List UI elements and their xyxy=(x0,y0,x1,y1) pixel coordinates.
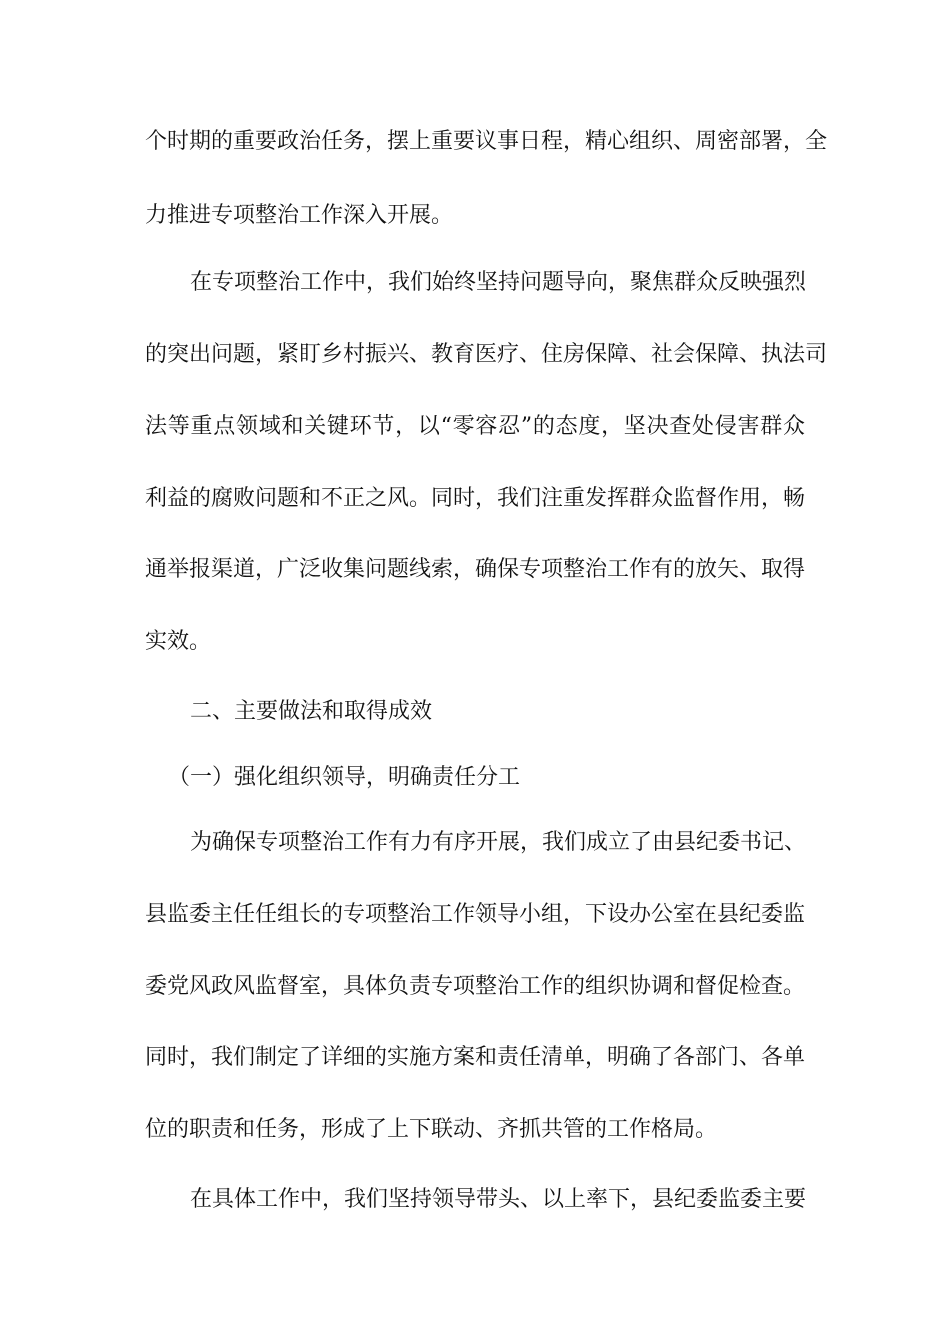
paragraph-line: 位的职责和任务，形成了上下联动、齐抓共管的工作格局。 xyxy=(145,1117,718,1142)
paragraph-line: 的突出问题，紧盯乡村振兴、教育医疗、住房保障、社会保障、执法司 xyxy=(145,342,828,367)
paragraph-line: 同时，我们制定了详细的实施方案和责任清单，明确了各部门、各单 xyxy=(145,1045,806,1070)
paragraph-line: 县监委主任任组长的专项整治工作领导小组，下设办公室在县纪委监 xyxy=(145,902,806,927)
paragraph-line: 委党风政风监督室，具体负责专项整治工作的组织协调和督促检查。 xyxy=(145,974,806,999)
subsection-heading: （一）强化组织领导，明确责任分工 xyxy=(168,765,521,790)
paragraph-line: 为确保专项整治工作有力有序开展，我们成立了由县纪委书记、 xyxy=(190,830,807,855)
paragraph-line: 个时期的重要政治任务，摆上重要议事日程，精心组织、周密部署，全 xyxy=(145,129,828,154)
paragraph-line: 实效。 xyxy=(145,629,212,654)
paragraph-line: 在专项整治工作中，我们始终坚持问题导向，聚焦群众反映强烈 xyxy=(190,270,807,295)
paragraph-line: 利益的腐败问题和不正之风。同时，我们注重发挥群众监督作用，畅 xyxy=(145,486,806,511)
paragraph-line: 法等重点领域和关键环节，以“零容忍”的态度，坚决查处侵害群众 xyxy=(145,414,805,439)
paragraph-line: 力推进专项整治工作深入开展。 xyxy=(145,203,454,228)
paragraph-line: 通举报渠道，广泛收集问题线索，确保专项整治工作有的放矢、取得 xyxy=(145,557,806,582)
paragraph-line: 在具体工作中，我们坚持领导带头、以上率下，县纪委监委主要 xyxy=(190,1187,807,1212)
section-heading: 二、主要做法和取得成效 xyxy=(190,699,433,724)
